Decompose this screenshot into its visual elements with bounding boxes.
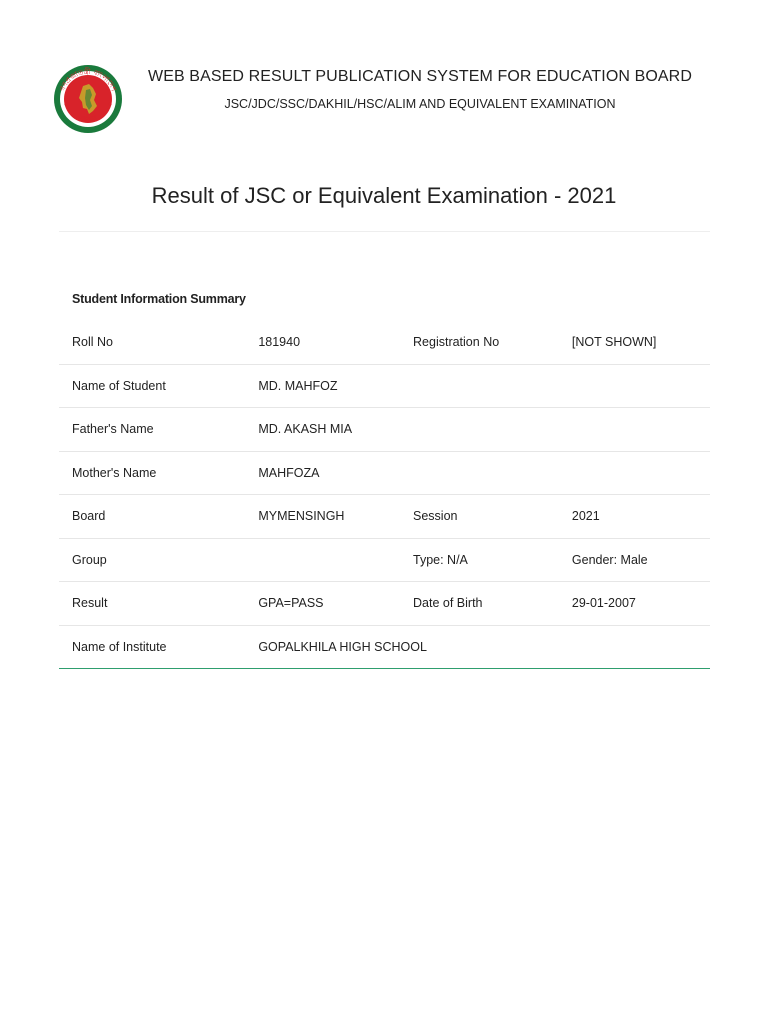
table-row xyxy=(59,321,710,364)
page-header xyxy=(0,0,768,140)
section-title: Student Information Summary xyxy=(72,292,246,306)
site-title: WEB BASED RESULT PUBLICATION SYSTEM FOR EDUCATION BOARD xyxy=(148,68,692,85)
seal-icon xyxy=(53,64,123,134)
svg-text:গণপ্রজাতন্ত্রী বাংলাদেশ: গণপ্রজাতন্ত্রী বাংলাদেশ xyxy=(58,67,118,93)
registration-value: [NOT SHOWN] xyxy=(572,321,710,364)
name-label: Name of Student xyxy=(59,364,258,408)
board-label: Board xyxy=(59,495,258,539)
name-value: MD. MAHFOZ xyxy=(258,364,710,408)
group-label: Group xyxy=(59,538,258,582)
svg-text:সরকার: সরকার xyxy=(77,114,99,124)
government-seal-logo xyxy=(53,64,123,134)
table-row xyxy=(59,582,710,626)
board-value: MYMENSINGH xyxy=(258,495,413,539)
dob-value: 29-01-2007 xyxy=(572,582,710,626)
table-row xyxy=(59,538,710,582)
mother-name-value: MAHFOZA xyxy=(258,451,710,495)
mother-name-label: Mother's Name xyxy=(59,451,258,495)
dob-label: Date of Birth xyxy=(413,582,572,626)
site-subtitle: JSC/JDC/SSC/DAKHIL/HSC/ALIM AND EQUIVALENT EXAMINATION xyxy=(224,97,616,111)
result-value: GPA=PASS xyxy=(258,582,413,626)
page-title: Result of JSC or Equivalent Examination - 2021 xyxy=(151,183,617,208)
student-info-table xyxy=(59,321,710,669)
roll-label: Roll No xyxy=(59,321,258,364)
father-name-label: Father's Name xyxy=(59,408,258,452)
title-divider xyxy=(59,231,710,232)
registration-label: Registration No xyxy=(413,321,572,364)
table-row xyxy=(59,408,710,452)
father-name-value: MD. AKASH MIA xyxy=(258,408,710,452)
table-row xyxy=(59,364,710,408)
group-value xyxy=(258,538,413,582)
type-text: Type: N/A xyxy=(413,538,572,582)
table-row xyxy=(59,495,710,539)
table-row xyxy=(59,625,710,669)
institute-value: GOPALKHILA HIGH SCHOOL xyxy=(258,625,710,669)
gender-text: Gender: Male xyxy=(572,538,710,582)
roll-value: 181940 xyxy=(258,321,413,364)
session-label: Session xyxy=(413,495,572,539)
institute-label: Name of Institute xyxy=(59,625,258,669)
table-row xyxy=(59,451,710,495)
session-value: 2021 xyxy=(572,495,710,539)
result-label: Result xyxy=(59,582,258,626)
